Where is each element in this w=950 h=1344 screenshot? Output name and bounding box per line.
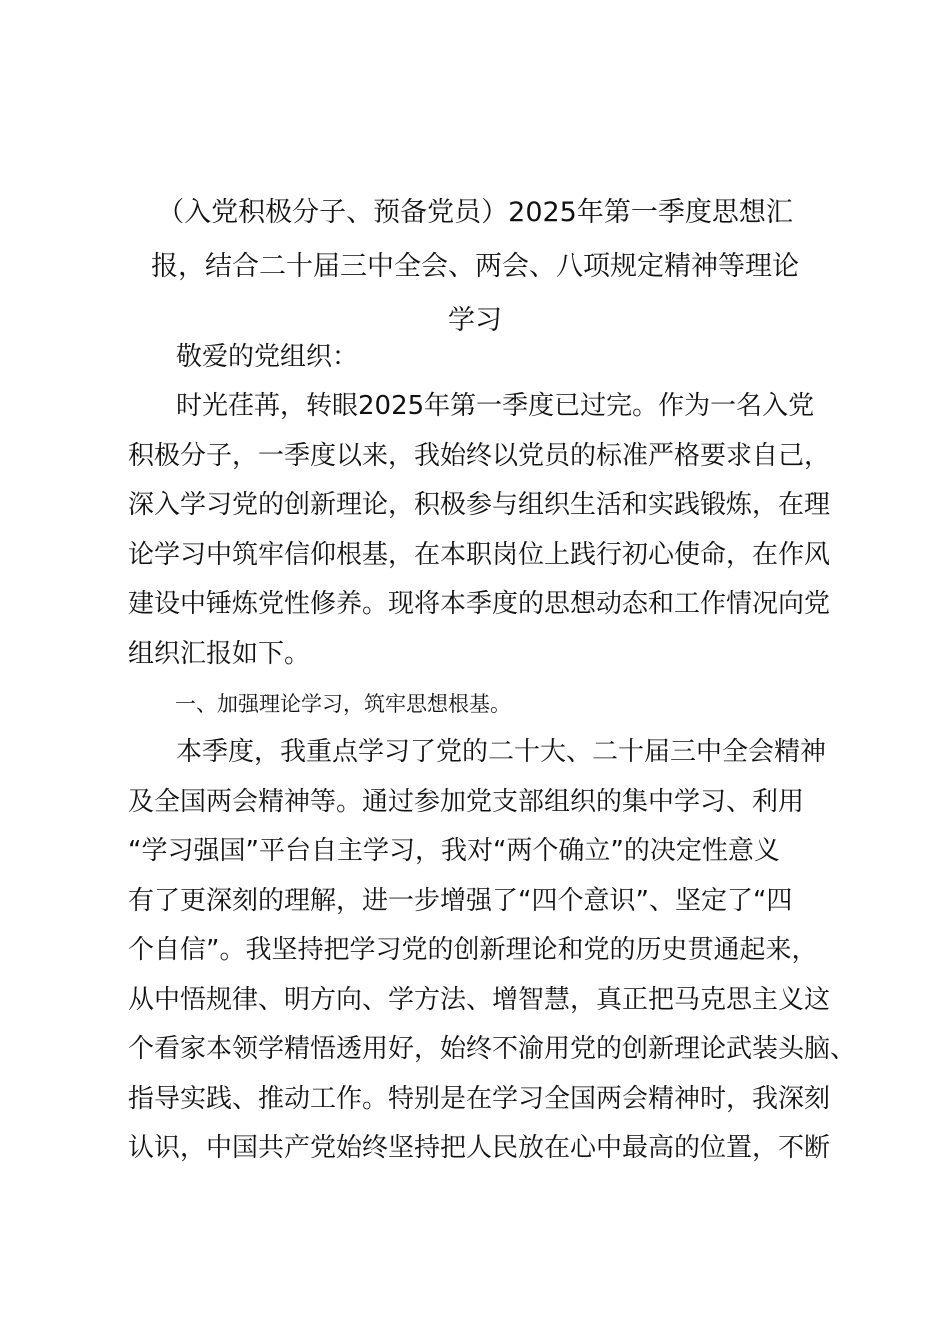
paragraph-line: 组织汇报如下。 bbox=[128, 638, 311, 669]
paragraph-line: 从中悟规律、明方向、学方法、增智慧，真正把马克思主义这 bbox=[128, 984, 831, 1015]
paragraph-line: 论学习中筑牢信仰根基，在本职岗位上践行初心使命，在作风 bbox=[128, 539, 831, 570]
section-heading-1: 一、加强理论学习，筑牢思想根基。 bbox=[175, 692, 511, 716]
paragraph-line: 及全国两会精神等。通过参加党支部组织的集中学习、利用 bbox=[128, 786, 805, 817]
salutation bbox=[128, 333, 833, 383]
paragraph-line: 个自信”。我坚持把学习党的创新理论和党的历史贯通起来， bbox=[128, 935, 818, 965]
paragraph-intro bbox=[128, 382, 833, 679]
title-line-3: 学习 bbox=[448, 305, 502, 336]
salutation-text: 敬爱的党组织： bbox=[176, 342, 359, 372]
paragraph-line: 本季度，我重点学习了党的二十大、二十届三中全会精神 bbox=[176, 737, 827, 767]
paragraph-line: 个看家本领学精悟透用好，始终不渝用党的创新理论武装头脑、 bbox=[128, 1034, 857, 1064]
title-line-2: 报，结合二十届三中全会、两会、八项规定精神等理论 bbox=[151, 251, 799, 282]
document-title bbox=[120, 186, 830, 348]
paragraph-line: 深入学习党的创新理论，积极参与组织生活和实践锻炼，在理 bbox=[128, 490, 831, 520]
paragraph-section-1 bbox=[128, 728, 857, 1174]
paragraph-line: 认识，中国共产党始终坚持把人民放在心中最高的位置，不断 bbox=[128, 1133, 831, 1163]
paragraph-line: 有了更深刻的理解，进一步增强了“四个意识”、坚定了“四 bbox=[128, 885, 793, 916]
title-line-1: （入党积极分子、预备党员）2025年第一季度思想汇 bbox=[157, 197, 793, 228]
paragraph-line: “学习强国”平台自主学习，我对“两个确立”的决定性意义 bbox=[128, 836, 780, 866]
paragraph-line: 积极分子，一季度以来，我始终以党员的标准严格要求自己， bbox=[128, 440, 831, 471]
paragraph-line: 建设中锤炼党性修养。现将本季度的思想动态和工作情况向党 bbox=[128, 589, 831, 619]
paragraph-line: 指导实践、推动工作。特别是在学习全国两会精神时，我深刻 bbox=[128, 1083, 831, 1114]
paragraph-line: 时光荏苒，转眼2025年第一季度已过完。作为一名入党 bbox=[176, 391, 815, 421]
